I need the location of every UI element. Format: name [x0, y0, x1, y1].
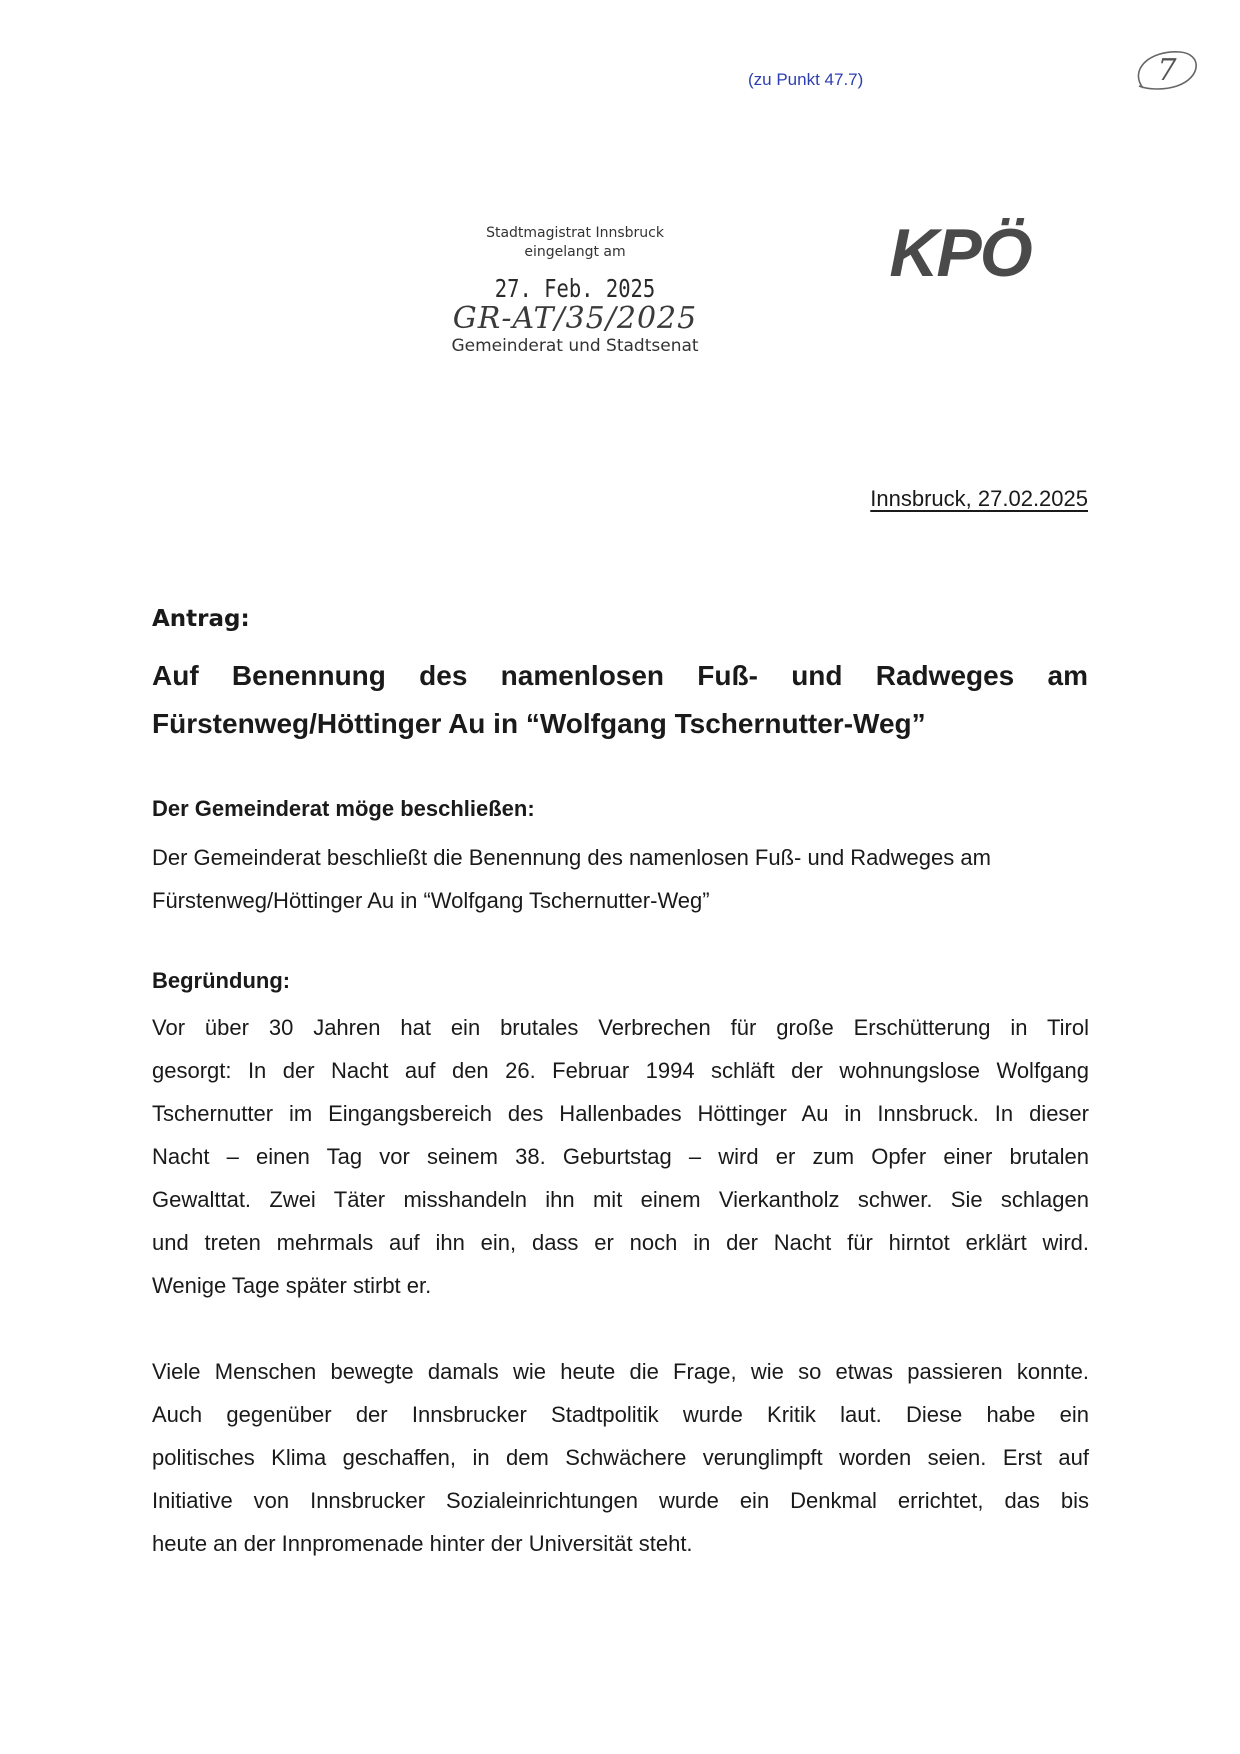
- resolution-heading: Der Gemeinderat möge beschließen:: [152, 796, 535, 821]
- paragraph-line: politisches Klima geschaffen, in dem Schwächere verunglimpft worden seien. Erst auf: [152, 1445, 1089, 1470]
- kpoe-logo: [860, 218, 1060, 288]
- stamp-date: 27. Feb. 2025: [494, 274, 656, 303]
- reasoning-heading: Begründung:: [152, 968, 291, 993]
- page-number-mark: [1125, 40, 1205, 100]
- paragraph-line: Gewalttat. Zwei Täter misshandeln ihn mit einem Vierkantholz schwer. Sie schlagen: [152, 1187, 1089, 1212]
- resolution-text: [152, 836, 1092, 922]
- antrag-title-line: Fürstenweg/Höttinger Au in “Wolfgang Tschernutter-Weg”: [152, 708, 926, 739]
- stamp-department: Gemeinderat und Stadtsenat: [451, 336, 699, 356]
- paragraph-line: Auch gegenüber der Innsbrucker Stadtpolitik wurde Kritik laut. Diese habe ein: [152, 1402, 1089, 1427]
- paragraph-line: Viele Menschen bewegte damals wie heute die Frage, wie so etwas passieren konnte.: [152, 1359, 1089, 1384]
- reference-note: (zu Punkt 47.7): [748, 70, 864, 89]
- paragraph-line: Vor über 30 Jahren hat ein brutales Verbrechen für große Erschütterung in Tirol: [152, 1015, 1089, 1040]
- reasoning-paragraph-1: [152, 1006, 1089, 1307]
- receipt-stamp: [420, 224, 730, 356]
- place-date: Innsbruck, 27.02.2025: [870, 486, 1088, 511]
- logo-text: KPÖ: [889, 218, 1031, 288]
- paragraph-line: und treten mehrmals auf ihn ein, dass er noch in der Nacht für hirntot erklärt wird.: [152, 1230, 1089, 1255]
- antrag-title-line: Auf Benennung des namenlosen Fuß- und Radweges am: [152, 660, 1088, 691]
- paragraph-line: heute an der Innpromenade hinter der Universität steht.: [152, 1531, 693, 1556]
- resolution-line: Fürstenweg/Höttinger Au in “Wolfgang Tschernutter-Weg”: [152, 888, 710, 913]
- page-mark-number: 7: [1157, 53, 1177, 88]
- stamp-received-label: eingelangt am: [524, 244, 626, 260]
- paragraph-line: gesorgt: In der Nacht auf den 26. Februar 1994 schläft der wohnungslose Wolfgang: [152, 1058, 1089, 1083]
- reasoning-paragraph-2: [152, 1350, 1089, 1565]
- paragraph-line: Nacht – einen Tag vor seinem 38. Geburtstag – wird er zum Opfer einer brutalen: [152, 1144, 1089, 1169]
- paragraph-line: Tschernutter im Eingangsbereich des Hallenbades Höttinger Au in Innsbruck. In dieser: [152, 1101, 1089, 1126]
- antrag-label: Antrag:: [152, 606, 250, 632]
- resolution-line: Der Gemeinderat beschließt die Benennung des namenlosen Fuß- und Radweges am: [152, 845, 991, 870]
- antrag-title: [152, 652, 1088, 748]
- stamp-file-number: GR-AT/35/2025: [452, 301, 698, 336]
- paragraph-line: Wenige Tage später stirbt er.: [152, 1273, 432, 1298]
- paragraph-line: Initiative von Innsbrucker Sozialeinrichtungen wurde ein Denkmal errichtet, das bis: [152, 1488, 1089, 1513]
- stamp-office: Stadtmagistrat Innsbruck: [486, 225, 664, 241]
